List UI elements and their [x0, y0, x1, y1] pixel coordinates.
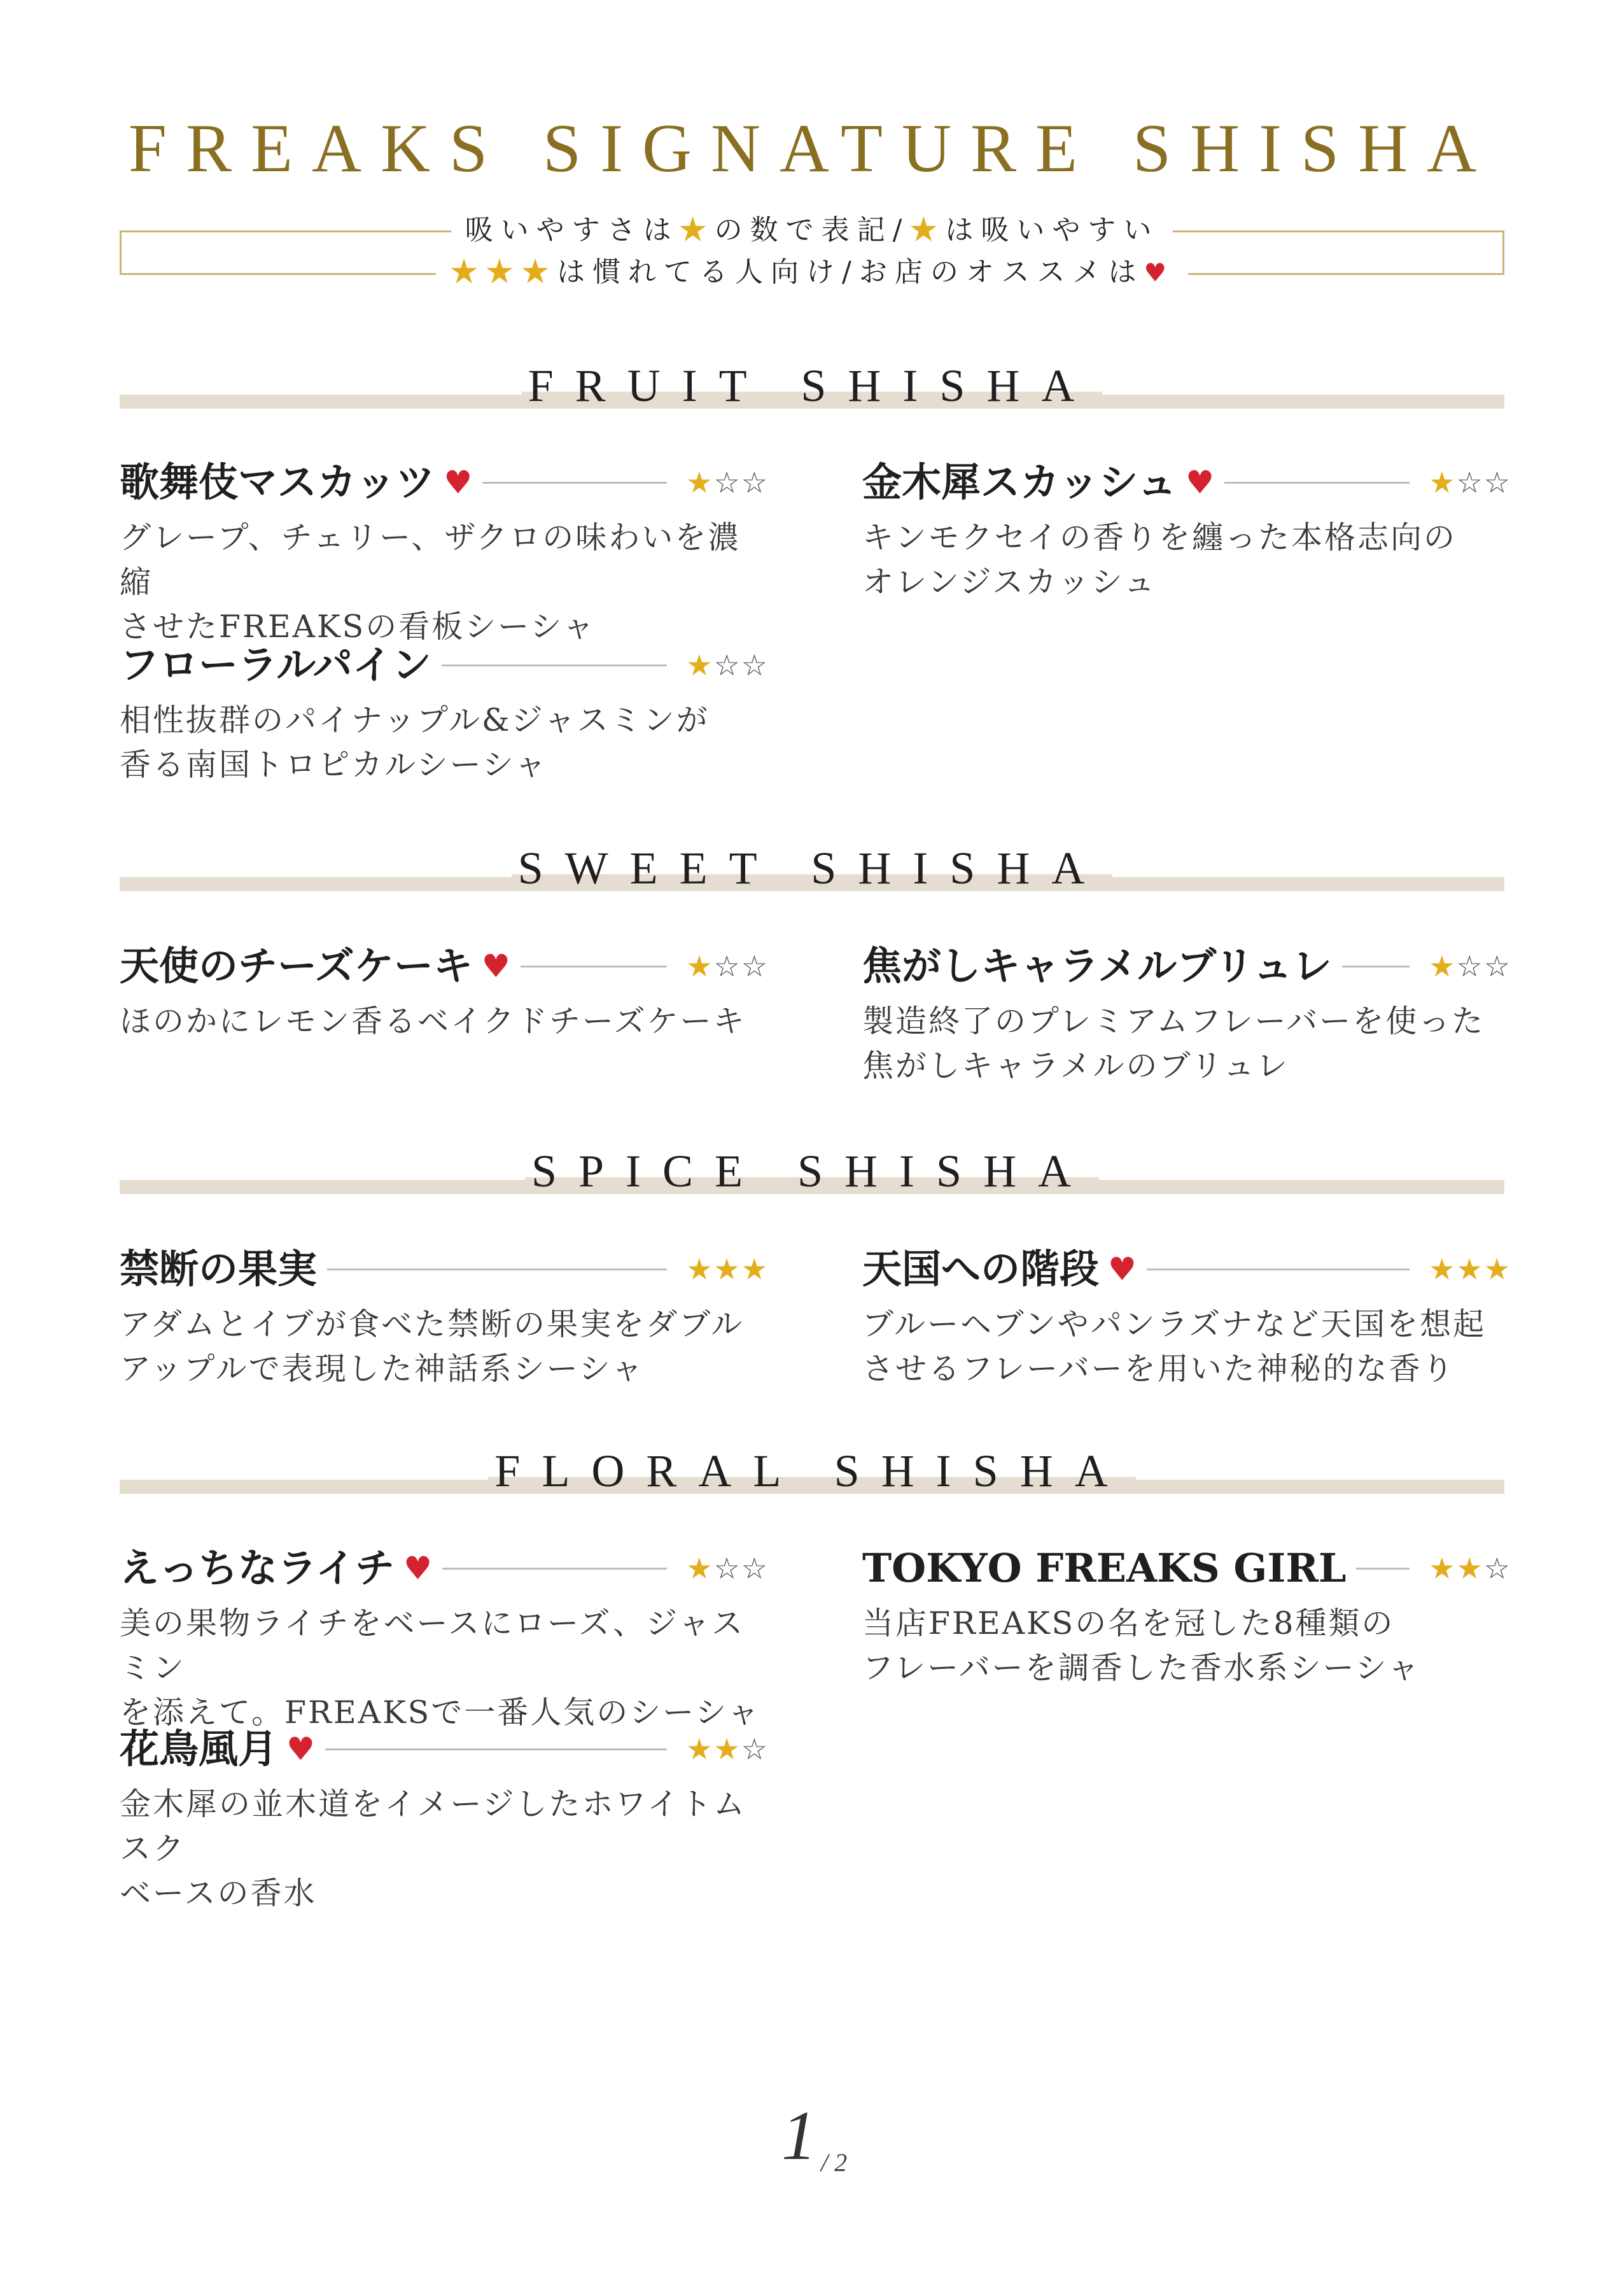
menu-item: [120, 941, 769, 1044]
star-outline-icon: ☆: [1456, 949, 1484, 983]
star-outline-icon: ☆: [1483, 465, 1511, 500]
star-outline-icon: ☆: [1483, 1551, 1511, 1585]
menu-item-name: 天国への階段: [862, 1246, 1100, 1292]
star-filled-icon: ★: [1483, 1252, 1511, 1286]
menu-item-header: [862, 1244, 1511, 1295]
star-outline-icon: ☆: [713, 465, 741, 500]
menu-item-name: 天使のチーズケーキ: [120, 943, 473, 989]
star-filled-icon: ★: [678, 214, 715, 246]
star-outline-icon: ☆: [741, 648, 769, 682]
heart-icon: ♥: [444, 464, 473, 501]
star-outline-icon: ☆: [713, 648, 741, 682]
heart-icon: ♥: [481, 948, 510, 985]
menu-item-name: TOKYO FREAKS GIRL: [862, 1545, 1347, 1591]
menu-item-description: ほのかにレモン香るベイクドチーズケーキ: [120, 1003, 746, 1039]
menu-item-header: [862, 457, 1511, 508]
menu-item: [862, 457, 1511, 605]
star-filled-icon: ★: [686, 465, 714, 500]
star-outline-icon: ☆: [713, 949, 741, 983]
menu-item-description: 製造終了のプレミアムフレーバーを使った 焦がしキャラメルのブリュレ: [862, 1003, 1485, 1084]
star-outline-icon: ☆: [741, 1732, 769, 1766]
star-filled-icon: ★: [1456, 1252, 1484, 1286]
menu-item-description: 美の果物ライチをベースにローズ、ジャスミン を添えて。FREAKSで一番人気のシーシャ: [120, 1605, 761, 1731]
section-header-floral: [120, 1445, 1504, 1499]
legend-text: の数で表記/: [714, 214, 910, 246]
leader-line: [1356, 1568, 1410, 1570]
menu-item: [120, 457, 769, 649]
menu-item-name: 禁断の果実: [120, 1246, 318, 1292]
star-filled-icon: ★: [1429, 1252, 1457, 1286]
rating-stars: [686, 1724, 769, 1775]
legend-line-1: [0, 211, 1624, 250]
leader-line: [482, 482, 667, 484]
menu-item-name: 花鳥風月: [120, 1726, 278, 1772]
page-number: 1: [781, 2097, 816, 2174]
menu-item-name: 歌舞伎マスカッツ: [120, 459, 435, 505]
menu-item: [120, 1724, 769, 1916]
leader-line: [1342, 966, 1410, 967]
leader-line: [1224, 482, 1410, 484]
rating-stars: [1429, 1244, 1511, 1295]
menu-item: [120, 640, 769, 787]
star-filled-icon: ★: [686, 1732, 714, 1766]
star-outline-icon: ☆: [1483, 949, 1511, 983]
rating-stars: [1429, 457, 1511, 508]
rating-stars: [686, 1543, 769, 1594]
menu-item-name: 金木犀スカッシュ: [862, 459, 1177, 505]
star-filled-icon: ★: [713, 1732, 741, 1766]
menu-item-description: 金木犀の並木道をイメージしたホワイトムスク ベースの香水: [120, 1786, 747, 1911]
rating-stars: [686, 640, 769, 691]
star-filled-icon: ★: [686, 1252, 714, 1286]
star-filled-icon: ★: [686, 949, 714, 983]
menu-item-header: [120, 1244, 769, 1295]
menu-item-header: [120, 941, 769, 992]
leader-line: [442, 664, 667, 666]
heart-icon: ♥: [403, 1550, 432, 1587]
legend-text: は吸いやすい: [945, 214, 1159, 246]
menu-item-header: [120, 1543, 769, 1594]
star-filled-icon: ★★★: [450, 256, 557, 288]
star-filled-icon: ★: [686, 648, 714, 682]
section-title: FLORAL SHISHA: [488, 1445, 1135, 1496]
menu-item-name: フローラルパイン: [120, 642, 431, 688]
star-filled-icon: ★: [1429, 465, 1457, 500]
menu-item: [862, 941, 1511, 1088]
heart-icon: ♥: [286, 1731, 315, 1768]
menu-item-description: 相性抜群のパイナップル&ジャスミンが 香る南国トロピカルシーシャ: [120, 702, 710, 783]
leader-line: [327, 1269, 667, 1270]
heart-icon: ♥: [1186, 464, 1214, 501]
rating-stars: [686, 1244, 769, 1295]
star-filled-icon: ★: [713, 1252, 741, 1286]
leader-line: [442, 1568, 667, 1570]
leader-line: [1147, 1269, 1410, 1270]
star-filled-icon: ★: [909, 214, 946, 246]
legend-text: 吸いやすさは: [465, 214, 679, 246]
star-outline-icon: ☆: [1456, 465, 1484, 500]
rating-stars: [686, 941, 769, 992]
rating-stars: [1429, 941, 1511, 992]
section-title: SWEET SHISHA: [512, 843, 1113, 894]
menu-item-name: えっちなライチ: [120, 1545, 395, 1591]
menu-item-header: [120, 457, 769, 508]
section-header-spice: [120, 1148, 1504, 1199]
page-total: / 2: [821, 2148, 848, 2177]
legend-text: は慣れてる人向け/お店のオススメは: [557, 256, 1144, 288]
heart-icon: ♥: [1144, 258, 1174, 288]
star-outline-icon: ☆: [741, 1551, 769, 1585]
menu-item-description: グレープ、チェリー、ザクロの味わいを濃縮 させたFREAKSの看板シーシャ: [120, 519, 741, 645]
star-filled-icon: ★: [1429, 1551, 1457, 1585]
menu-item-description: ブルーヘブンやパンラズナなど天国を想起 させるフレーバーを用いた神秘的な香り: [862, 1306, 1487, 1387]
star-outline-icon: ☆: [713, 1551, 741, 1585]
menu-item: [120, 1543, 769, 1735]
rating-stars: [686, 457, 769, 508]
star-filled-icon: ★: [686, 1551, 714, 1585]
menu-item: [120, 1244, 769, 1391]
leader-line: [325, 1748, 667, 1750]
star-filled-icon: ★: [1429, 949, 1457, 983]
section-title: SPICE SHISHA: [525, 1146, 1099, 1197]
rating-stars: [1429, 1543, 1511, 1594]
menu-item-description: 当店FREAKSの名を冠した8種類の フレーバーを調香した香水系シーシャ: [862, 1605, 1421, 1686]
page-title: FREAKS SIGNATURE SHISHA: [128, 111, 1496, 186]
star-outline-icon: ☆: [741, 465, 769, 500]
menu-item: [862, 1543, 1511, 1691]
section-title: FRUIT SHISHA: [522, 360, 1103, 411]
menu-item: [862, 1244, 1511, 1391]
leader-line: [521, 966, 668, 967]
menu-item-header: [120, 1724, 769, 1775]
star-filled-icon: ★: [1456, 1551, 1484, 1585]
heart-icon: ♥: [1108, 1251, 1137, 1288]
section-header-fruit: [120, 360, 1504, 414]
menu-item-header: [862, 1543, 1511, 1594]
menu-item-description: キンモクセイの香りを纏った本格志向の オレンジスカッシュ: [862, 519, 1457, 600]
menu-item-name: 焦がしキャラメルブリュレ: [862, 943, 1332, 989]
legend-line-2: [0, 253, 1624, 292]
menu-item-header: [120, 640, 769, 691]
section-header-sweet: [120, 845, 1504, 896]
menu-item-description: アダムとイブが食べた禁断の果実をダブル アップルで表現した神話系シーシャ: [120, 1306, 745, 1387]
star-outline-icon: ☆: [741, 949, 769, 983]
star-filled-icon: ★: [741, 1252, 769, 1286]
menu-item-header: [862, 941, 1511, 992]
